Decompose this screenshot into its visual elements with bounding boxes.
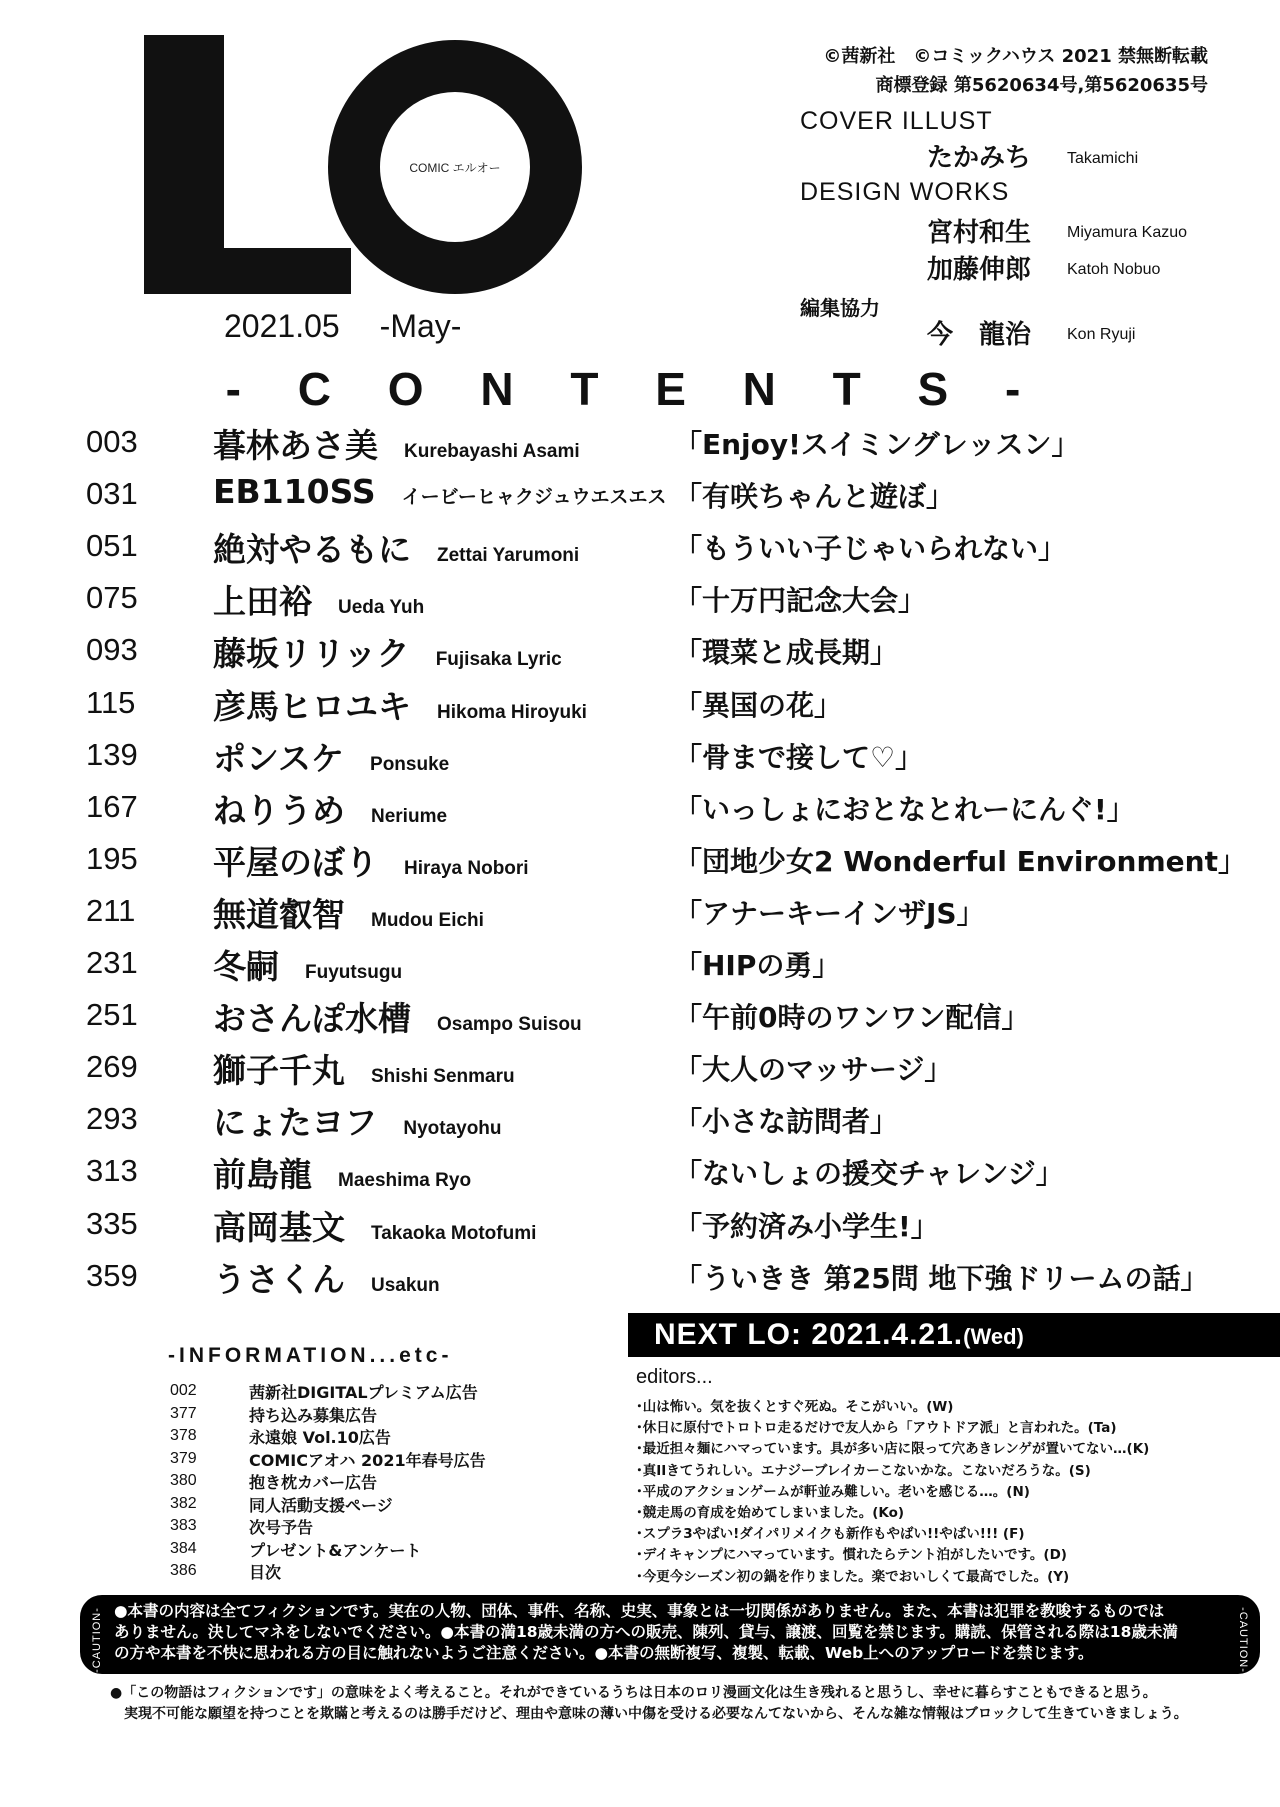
author [213,837,529,884]
caution-line: ●本書の内容は全てフィクションです。実在の人物、団体、事件、名称、史実、事象とは一切関係がありません。また、本書は犯罪を教唆するものでは [114,1602,1165,1620]
caution-text [114,1601,1226,1664]
author-name: うさくん [213,1259,345,1299]
information-item [170,1403,378,1425]
info-page: 377 [170,1404,197,1422]
info-label: 同人活動支援ページ [249,1495,393,1515]
author-romaji: Mudou Eichi [371,909,484,931]
page-number: 359 [86,1257,138,1293]
information-item [170,1448,486,1470]
author-romaji: Neriume [371,805,448,827]
author-romaji: Ueda Yuh [338,597,425,619]
contents-row [86,731,1266,783]
info-label: 抱き枕カバー広告 [249,1473,378,1492]
logo-letter-o [328,40,582,294]
author-name: 無道叡智 [213,894,345,934]
author-name: 暮林あさ美 [213,426,378,465]
editor-comment: ･休日に原付でトロトロ走るだけで友人から「アウトドア派」と言われた。(Ta) [636,1420,1117,1437]
story-title: 「ういきき 第25問 地下強ドリームの話」 [674,1261,1209,1295]
page-number: 093 [86,632,138,668]
info-page: 379 [170,1449,197,1467]
info-label: 茜新社DIGITALプレミアム広告 [249,1383,478,1402]
cover-illust-label: COVER ILLUST [800,107,993,135]
page-number: 251 [86,997,138,1033]
editor-comment: ･競走馬の育成を始めてしまいました。(Ko) [636,1505,905,1521]
editors-heading: editors... [636,1366,713,1388]
story-title: 「異国の花」 [674,688,843,722]
information-item [170,1470,378,1492]
info-page: 386 [170,1562,197,1579]
editor-comment: ･今更今シーズン初の鍋を作りました。楽でおいしくて最高でした。(Y) [636,1568,1070,1585]
author [213,524,579,571]
contents-row [86,679,1266,731]
information-item [170,1425,391,1447]
story-title: 「骨まで接して♡」 [674,740,924,774]
info-label: プレゼント&アンケート [249,1540,422,1560]
story-title: 「ないしょの援交チャレンジ」 [674,1157,1064,1191]
story-title: 「Enjoy!スイミングレッスン」 [674,428,1080,461]
page-number: 211 [86,892,136,928]
author [213,993,582,1040]
story-title: 「午前0時のワンワン配信」 [674,1001,1030,1035]
caution-side-label: -CAUTION- [90,1607,103,1673]
page-number: 313 [86,1153,138,1189]
information-item [170,1560,282,1582]
copyright-line: ©茜新社 ©コミックハウス 2021 禁無断転載 [823,46,1208,67]
story-title: 「いっしょにおとなとれーにんぐ!」 [674,792,1135,826]
author-romaji: Fujisaka Lyric [435,649,562,671]
author [213,1149,471,1196]
author [213,1045,515,1092]
trademark-line: 商標登録 第5620634号,第5620635号 [875,75,1208,96]
author [213,941,402,988]
contents-row [86,1252,1266,1304]
editorial-cooperation-label: 編集協力 [800,296,880,320]
author-name: 冬嗣 [213,947,279,986]
info-label: 持ち込み募集広告 [249,1405,378,1425]
page-number: 075 [86,580,138,616]
design-works-label: DESIGN WORKS [800,178,1010,206]
author-name: EB110SS [213,472,376,512]
author-romaji: Fuyutsugu [305,962,403,983]
author-name: 彦馬ヒロユキ [213,686,411,726]
footer-note: 実現不可能な願望を持つことを欺瞞と考えるのは勝手だけど、理由や意味の薄い中傷を受ける必要なんてないから、そんな雑な情報はブロックして生きていきましょう。 [110,1706,1188,1722]
next-issue-date: NEXT LO: 2021.4.21. [654,1318,964,1351]
editor-comment: ･スプラ3やばい!ダイパリメイクも新作もやばい!!やばい!!! (F) [636,1526,1025,1543]
credit-romaji: Kon Ryuji [1067,326,1136,343]
info-label: 次号予告 [249,1518,314,1537]
issue-date [224,308,461,345]
contents-row [86,470,1266,522]
author [213,1097,502,1144]
info-page: 382 [170,1494,197,1512]
contents-row [86,1200,1266,1252]
page-number: 051 [86,528,138,564]
credit-name: 加藤伸郎 [927,255,1032,285]
editor-comment: ･最近担々麺にハマっています。具が多い店に限って穴あきレンゲが置いてない…(K) [636,1441,1150,1458]
author-romaji: Shishi Senmaru [371,1066,515,1088]
author [213,1254,440,1301]
contents-row [86,991,1266,1043]
story-title: 「アナーキーインザJS」 [674,896,985,930]
author-romaji: Zettai Yarumoni [437,545,580,567]
author-name: 獅子千丸 [213,1051,345,1091]
caution-line: の方や本書を不快に思われる方の目に触れないようご注意ください。●本書の無断複写、複製、転載、Web上へのアップロードを禁じます。 [114,1644,1094,1662]
information-item [170,1515,314,1537]
info-label: COMICアオハ 2021年春号広告 [249,1450,486,1470]
info-page: 378 [170,1427,197,1444]
contents-row [86,418,1266,470]
editor-comment: ･デイキャンプにハマっています。慣れたらテント泊がしたいです。(D) [636,1547,1067,1564]
info-page: 384 [170,1539,197,1557]
page-number: 167 [86,788,138,824]
credit-romaji: Katoh Nobuo [1067,261,1161,278]
contents-row [86,1147,1266,1199]
contents-row [86,626,1266,678]
story-title: 「環菜と成長期」 [674,636,899,670]
author-name: おさんぽ水槽 [213,999,411,1039]
story-title: 「十万円記念大会」 [674,584,927,618]
author-name: 平屋のぼり [213,842,378,882]
info-page: 002 [170,1382,197,1399]
author-name: にょたヨフ [213,1103,378,1143]
caution-side-label: -CAUTION- [1237,1607,1250,1673]
caution-box [80,1595,1260,1674]
logo-letter-l-foot [144,248,351,294]
footer-note: ●「この物語はフィクションです」の意味をよく考えること。それができているうちは日本のロリ漫画文化は生き残れると思うし、幸せに暮らすこともできると思う。 [110,1685,1157,1701]
page-number: 335 [86,1205,138,1241]
caution-line: ありません。決してマネをしないでください。●本書の満18歳未満の方への販売、陳列、貸与、譲渡、回覧を禁じます。購読、保管される際は18歳未満 [114,1623,1178,1641]
author [213,1202,536,1249]
author-romaji: Ponsuke [370,753,450,775]
author [213,576,424,623]
author [213,628,562,675]
credit-name: 宮村和生 [927,218,1032,248]
editor-comment: ･真IIきてうれしい。エナジーブレイカーこないかな。こないだろうな。(S) [636,1462,1091,1479]
info-label: 永遠娘 Vol.10広告 [249,1428,391,1447]
credit-romaji: Miyamura Kazuo [1067,224,1188,241]
contents-row [86,1043,1266,1095]
issue-year-month: 2021.05 [224,308,340,344]
author-romaji: Hikoma Hiroyuki [437,701,587,723]
info-label: 目次 [249,1563,282,1582]
contents-row [86,939,1266,991]
author [213,420,580,467]
page-number: 269 [86,1049,138,1085]
author-romaji: Nyotayohu [403,1118,502,1140]
author [213,681,587,728]
author-romaji: Usakun [371,1274,440,1296]
author-romaji: Takaoka Motofumi [371,1222,537,1244]
logo-inner-text: COMIC エルオー [409,160,501,175]
page-number: 195 [86,840,138,876]
credit-romaji: Takamichi [1067,150,1139,167]
information-heading: -INFORMATION...etc- [168,1344,453,1367]
author-name: 前島龍 [213,1155,312,1195]
contents-row [86,1095,1266,1147]
contents-heading: - C O N T E N T S - [225,363,1043,415]
author [213,785,447,832]
contents-row [86,574,1266,626]
story-title: 「小さな訪問者」 [674,1105,899,1139]
author-name: 上田裕 [213,582,312,622]
author [213,472,667,511]
story-title: 「HIPの勇」 [674,949,841,982]
contents-row [86,783,1266,835]
info-page: 380 [170,1472,197,1489]
page-number: 115 [86,684,136,720]
author-name: ねりうめ [213,790,345,830]
author [213,889,484,936]
story-title: 「大人のマッサージ」 [674,1053,953,1087]
page-number: 139 [86,736,138,772]
page-number: 031 [86,476,138,512]
author-romaji: イービーヒャクジュウエスエス [401,487,667,509]
story-title: 「予約済み小学生!」 [674,1209,939,1243]
author-romaji: Osampo Suisou [437,1014,582,1036]
author-name: 高岡基文 [213,1207,345,1247]
author-romaji: Maeshima Ryo [338,1170,472,1192]
author-name: ポンスケ [213,738,345,778]
author-name: 藤坂リリック [213,634,410,674]
issue-month: -May- [379,308,462,344]
page-number: 003 [86,424,138,459]
information-item [170,1538,422,1560]
story-title: 「団地少女2 Wonderful Environment」 [674,844,1246,878]
page-number: 293 [86,1101,138,1137]
contents-row [86,887,1266,939]
contents-row [86,522,1266,574]
information-item [170,1380,478,1402]
author-romaji: Kurebayashi Asami [404,441,580,462]
author-romaji: Hiraya Nobori [404,857,529,879]
editor-comment: ･平成のアクションゲームが軒並み難しい。老いを感じる…。(N) [636,1483,1030,1500]
contents-row [86,835,1266,887]
page-number: 231 [86,945,138,980]
next-issue-day: (Wed) [963,1324,1024,1349]
author-name: 絶対やるもに [213,530,411,570]
credit-name: たかみち [927,143,1032,173]
story-title: 「もういい子じゃいられない」 [674,532,1067,566]
credit-name: 今 龍治 [927,320,1032,350]
information-item [170,1493,393,1515]
editor-comment: ･山は怖い。気を抜くとすぐ死ぬ。そこがいい。(W) [636,1399,954,1415]
info-page: 383 [170,1517,197,1534]
next-issue-banner [628,1313,1280,1357]
story-title: 「有咲ちゃんと遊ぼ」 [674,480,955,514]
author [213,733,449,780]
